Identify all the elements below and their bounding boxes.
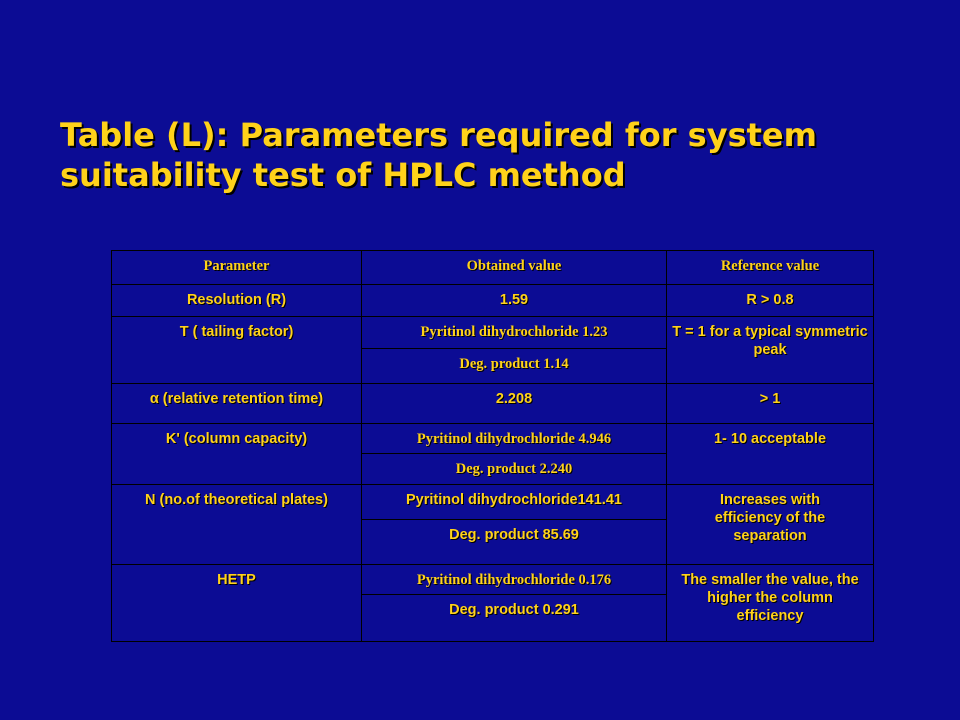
value-alpha: 2.208 xyxy=(362,384,667,424)
ref-tailing: T = 1 for a typical symmetric peak xyxy=(667,317,874,384)
alpha-label: (relative retention time) xyxy=(158,391,324,407)
table-row-kprime xyxy=(112,424,874,454)
table-row-alpha xyxy=(112,384,874,424)
alpha-symbol: α xyxy=(149,391,159,407)
param-tailing: T ( tailing factor) xyxy=(112,317,362,384)
value-plates-pyritinol: Pyritinol dihydrochloride141.41 xyxy=(362,485,667,520)
header-reference-value: Reference value xyxy=(667,251,874,285)
value-hetp-deg: Deg. product 0.291 xyxy=(362,595,667,642)
param-hetp: HETP xyxy=(112,565,362,642)
value-tailing-pyritinol: Pyritinol dihydrochloride 1.23 xyxy=(362,317,667,349)
table-row-resolution xyxy=(112,285,874,317)
ref-plates: Increases with efficiency of the separation xyxy=(667,485,874,565)
param-plates: N (no.of theoretical plates) xyxy=(112,485,362,565)
ref-alpha: > 1 xyxy=(667,384,874,424)
param-resolution: Resolution (R) xyxy=(112,285,362,317)
value-plates-deg: Deg. product 85.69 xyxy=(362,520,667,565)
value-tailing-deg: Deg. product 1.14 xyxy=(362,349,667,384)
param-kprime: K' (column capacity) xyxy=(112,424,362,485)
ref-resolution: R > 0.8 xyxy=(667,285,874,317)
table-row-plates xyxy=(112,485,874,520)
table-row-tailing xyxy=(112,317,874,349)
parameters-table xyxy=(111,250,874,642)
value-resolution: 1.59 xyxy=(362,285,667,317)
header-obtained-value: Obtained value xyxy=(362,251,667,285)
slide-title xyxy=(60,115,920,195)
value-kprime-pyritinol: Pyritinol dihydrochloride 4.946 xyxy=(362,424,667,454)
param-alpha xyxy=(112,384,362,424)
header-row xyxy=(112,251,874,285)
title-line-2: suitability test of HPLC method xyxy=(60,156,626,194)
ref-hetp: The smaller the value, the higher the column efficiency xyxy=(667,565,874,642)
value-hetp-pyritinol: Pyritinol dihydrochloride 0.176 xyxy=(362,565,667,595)
header-parameter: Parameter xyxy=(112,251,362,285)
title-line-1: Table (L): Parameters required for system xyxy=(60,116,817,154)
ref-kprime: 1- 10 acceptable xyxy=(667,424,874,485)
table-row-hetp xyxy=(112,565,874,595)
value-kprime-deg: Deg. product 2.240 xyxy=(362,454,667,485)
